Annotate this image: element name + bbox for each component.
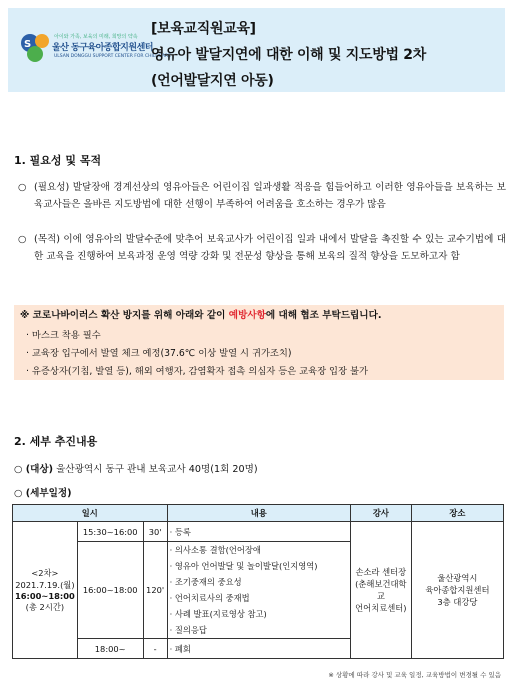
schedule-label [14,485,72,499]
table-header-row [13,505,504,522]
necessity-paragraph [18,180,506,213]
duration-cell: 120' [143,542,167,639]
svg-text:S: S [24,39,32,50]
section2-heading: 2. 세부 추진내용 [14,435,98,448]
logo-mark-icon [18,30,52,66]
content-item: · 사례 발표(지료영상 참고) [169,609,267,619]
place-cell [411,522,503,659]
logo-name: 울산 동구육아종합지원센터 [52,43,153,53]
place-city: 울산광역시 [437,573,478,583]
content-item: · 폐회 [169,643,191,654]
notice-heading [20,307,381,321]
content-item: · 언어치료사의 중재법 [169,593,250,603]
title-line-2: 영유아 발달지연에 대한 이해 및 지도방법 2차 [151,47,426,63]
necessity-text: (필요성) 발달장애 경계선상의 영유아들은 어린이집 일과생활 적응을 힘들어하고 이러한 영유아들을 보육하는 보육교사들은 올바른 지도방법에 대한 선행이 부족하여 어려움을 호소하는 경우가 많음 [34,182,506,210]
session-date: 2021.7.19.(월) [15,580,75,590]
target-label: ○ (대상) [14,464,54,475]
session-number: <2차> [31,568,59,578]
title-line-3: (언어발달지연 아동) [151,73,274,89]
header-datetime: 일시 [13,505,168,522]
notice-item: · 유증상자(기침, 발열 등), 해외 여행자, 감염확자 접촉 의심자 등은 교육장 입장 불가 [26,366,368,377]
content-item: · 등록 [169,526,191,537]
place-room: 3층 대강당 [437,597,478,607]
session-duration: (총 2시간) [25,602,65,612]
time-cell: 16:00~18:00 [77,542,143,639]
bullet-circle: ○ [18,234,27,245]
content-item: · 질의응답 [169,625,207,635]
purpose-paragraph [18,232,506,265]
covid-notice-box [14,305,504,380]
content-item: · 의사소통 결함(언어장애 [169,545,261,555]
notice-head-prefix: ※ 코로나바이러스 확산 방지를 위해 아래와 같이 [20,310,229,321]
footnote: ※ 상황에 따라 강사 및 교육 일정, 교육방법이 변경될 수 있음 [328,671,501,679]
logo-english: ULSAN DONGGU SUPPORT CENTER FOR CHILDCARE [54,54,171,59]
instructor-affiliation-2: 언어치료센터) [355,603,407,613]
schedule-table [12,504,504,659]
notice-item: · 마스크 착용 필수 [26,330,101,341]
bullet-circle: ○ [18,182,27,193]
header-content: 내용 [167,505,350,522]
duration-cell: 30' [143,522,167,542]
section1-heading: 1. 필요성 및 목적 [14,154,102,167]
content-cell [167,639,350,659]
header-instructor: 강사 [350,505,411,522]
instructor-affiliation: (춘해보건대학교 [355,579,407,601]
center-logo [18,30,171,74]
instructor-name: 손소라 센터장 [355,567,407,577]
instructor-cell [350,522,411,659]
content-cell [167,522,350,542]
purpose-text: (목적) 이에 영유아의 발달수준에 맞추어 보육교사가 어린이집 일과 내에서 발달을 촉진할 수 있는 교수기법에 대한 교육을 진행하여 보육과정 운영 역량 강화 및 전문성 향상을 통해 보육의 질적 향상을 도모하고자 함 [34,234,506,262]
target-text: 울산광역시 동구 관내 보육교사 40명(1회 20명) [53,464,258,475]
time-cell: 15:30~16:00 [77,522,143,542]
notice-item: · 교육장 입구에서 발열 체크 예정(37.6℃ 이상 발열 시 귀가조치) [26,348,292,359]
title-line-1: [보육교직원교육] [151,21,256,37]
header-banner [8,8,505,92]
session-time: 16:00~18:00 [15,591,75,601]
content-item: · 조기중재의 중요성 [169,577,242,587]
header-place: 장소 [411,505,503,522]
schedule-label-text: ○ (세부일정) [14,488,72,499]
content-item: · 영유아 언어발달 및 놀이발달(인지영역) [169,561,318,571]
target-line [14,461,258,475]
time-cell: 18:00~ [77,639,143,659]
table-row [13,522,504,542]
session-date-cell [13,522,78,659]
place-center: 육아종합지원센터 [425,585,490,595]
notice-head-suffix: 에 대해 협조 부탁드립니다. [265,310,382,321]
content-cell [167,542,350,639]
logo-tagline: 아이와 가족, 보육의 미래, 희망의 약속 [54,34,138,40]
notice-head-highlight: 예방사항 [228,310,266,321]
duration-cell: - [143,639,167,659]
page-title [151,16,426,94]
